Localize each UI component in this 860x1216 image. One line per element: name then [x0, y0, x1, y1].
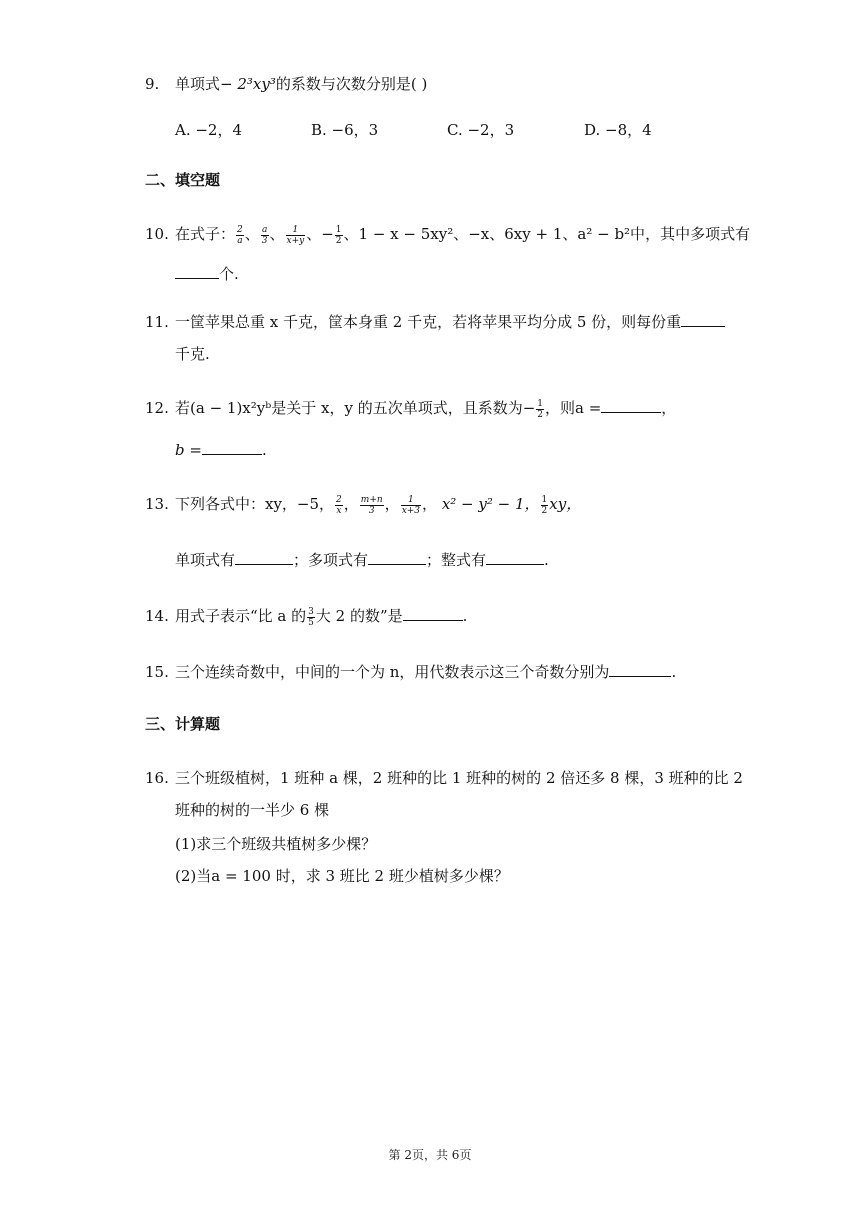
question-number-11: 11.	[145, 313, 169, 331]
question-number-10: 10.	[145, 225, 169, 243]
q9-option-b: B. −6，3	[311, 121, 379, 139]
question-16-line-1: 三个班级植树，1 班种 a 棵，2 班种的比 1 班种的树的 2 倍还多 8 棵，3 班种的比 2	[175, 769, 743, 787]
q12-text-a: 若(a − 1)x²yᵇ是关于 x，y 的五次单项式，且系数为−	[175, 399, 536, 417]
page-footer: 第 2页，共 6页	[388, 1148, 472, 1162]
q9-option-d: D. −8，4	[584, 121, 652, 139]
q12-text-b: ，则a =	[545, 399, 602, 417]
q11-text: 一筐苹果总重 x 千克，筐本身重 2 千克，若将苹果平均分成 5 份，则每份重	[175, 313, 682, 331]
answer-blank[interactable]	[403, 606, 463, 621]
answer-blank-integral[interactable]	[486, 550, 544, 565]
fraction-2-over-x: $\frac{2}{x}$	[336, 494, 342, 516]
question-number-13: 13.	[145, 495, 169, 513]
question-12-line-1: 若(a − 1)x²yᵇ是关于 x，y 的五次单项式，且系数为− $\frac{1}{2}$ ，则a = ，	[175, 398, 677, 420]
question-16-sub-1: (1)求三个班级共植树多少棵？	[175, 835, 377, 853]
q14-text-a: 用式子表示“比 a 的	[175, 607, 307, 625]
q13-end: .	[544, 551, 549, 569]
fraction-m-plus-n-over-3: $\frac{m+n}{3}$	[360, 494, 383, 516]
question-number-16: 16.	[145, 769, 169, 787]
answer-blank-a[interactable]	[601, 398, 661, 413]
q14-end: .	[462, 607, 468, 625]
q9-option-c: C. −2，3	[447, 121, 515, 139]
q15-text: 三个连续奇数中，中间的一个为 n，用代数表示这三个奇数分别为	[175, 663, 610, 681]
question-14-line	[175, 606, 467, 628]
answer-blank[interactable]	[681, 312, 725, 327]
question-10-line-2	[175, 264, 239, 284]
answer-blank[interactable]	[609, 662, 671, 677]
question-number-15: 15.	[145, 663, 169, 681]
fraction-a-over-3: $\frac{a}{3}$	[261, 224, 268, 246]
q13-integral-label: ；整式有	[426, 551, 487, 569]
q9-text-a: 单项式	[175, 75, 221, 93]
answer-blank-polynomial[interactable]	[368, 550, 426, 565]
question-15-line	[175, 662, 676, 682]
question-16-sub-2: (2)当a = 100 时，求 3 班比 2 班少植树多少棵？	[175, 867, 509, 885]
q13-monomial-label: 单项式有	[175, 551, 236, 569]
q13-polynomial-label: ；多项式有	[293, 551, 369, 569]
question-9-stem	[175, 74, 427, 94]
fraction-3-over-5: $\frac{3}{5}$	[308, 606, 314, 628]
q13-text-b: x² − y² − 1，	[441, 495, 540, 513]
question-12-line-2	[175, 440, 267, 460]
q10-text-b: 、1 − x − 5xy²、−x、6xy + 1、a² − b²中，其中多项式有	[343, 225, 751, 243]
section-title-calculation: 三、计算题	[145, 715, 221, 733]
fraction-1-over-x-plus-3: $\frac{1}{x+3}$	[401, 494, 421, 516]
fraction-1-over-2: $\frac{1}{2}$	[537, 398, 544, 420]
fraction-1-over-2: $\frac{1}{2}$	[541, 494, 548, 516]
question-10-line-1: 在式子： $\frac{2}{a}$ 、 $\frac{a}{3}$ 、 $\frac{1}{x+y}$ 、− $\frac{1}{2}$ 、1 − x − 5xy²、−x、6xy + 1、a² − b²中，其中多项式有	[175, 224, 751, 246]
question-16-line-2: 班种的树的一半少 6 棵	[175, 801, 330, 819]
q10-text-a: 在式子：	[175, 225, 236, 243]
q10-text-end: 个.	[219, 265, 239, 283]
q9-option-a: A. −2，4	[175, 121, 243, 139]
question-number-14: 14.	[145, 607, 169, 625]
q9-text-b: 的系数与次数分别是( )	[275, 75, 428, 93]
q12-end: .	[261, 441, 267, 459]
q9-expression: − 2³xy³	[220, 75, 276, 93]
q13-text-a: 下列各式中：xy，−5，	[175, 495, 335, 513]
answer-blank-monomial[interactable]	[235, 550, 293, 565]
answer-blank-b[interactable]	[202, 440, 262, 455]
question-11-line-2: 千克.	[175, 345, 210, 363]
question-11-line-1	[175, 312, 725, 332]
fraction-1-over-x-plus-y: $\frac{1}{x+y}$	[286, 224, 305, 246]
fraction-1-over-2: $\frac{1}{2}$	[335, 224, 342, 246]
q14-text-b: 大 2 的数”是	[315, 607, 403, 625]
q15-end: .	[671, 663, 677, 681]
question-number-9: 9.	[145, 75, 160, 93]
question-number-12: 12.	[145, 399, 169, 417]
q13-text-c: xy，	[549, 495, 582, 513]
q12-b-label: b =	[175, 441, 202, 459]
answer-blank[interactable]	[175, 264, 219, 279]
question-13-line-1: 下列各式中：xy，−5， $\frac{2}{x}$ ， $\frac{m+n}{3}$ ， $\frac{1}{x+3}$ ， x² − y² − 1， $\frac{1}{2}$ xy，	[175, 494, 582, 516]
section-title-fill-in: 二、填空题	[145, 171, 221, 189]
fraction-2-over-a: $\frac{2}{a}$	[237, 224, 243, 246]
question-13-line-2	[175, 550, 549, 570]
